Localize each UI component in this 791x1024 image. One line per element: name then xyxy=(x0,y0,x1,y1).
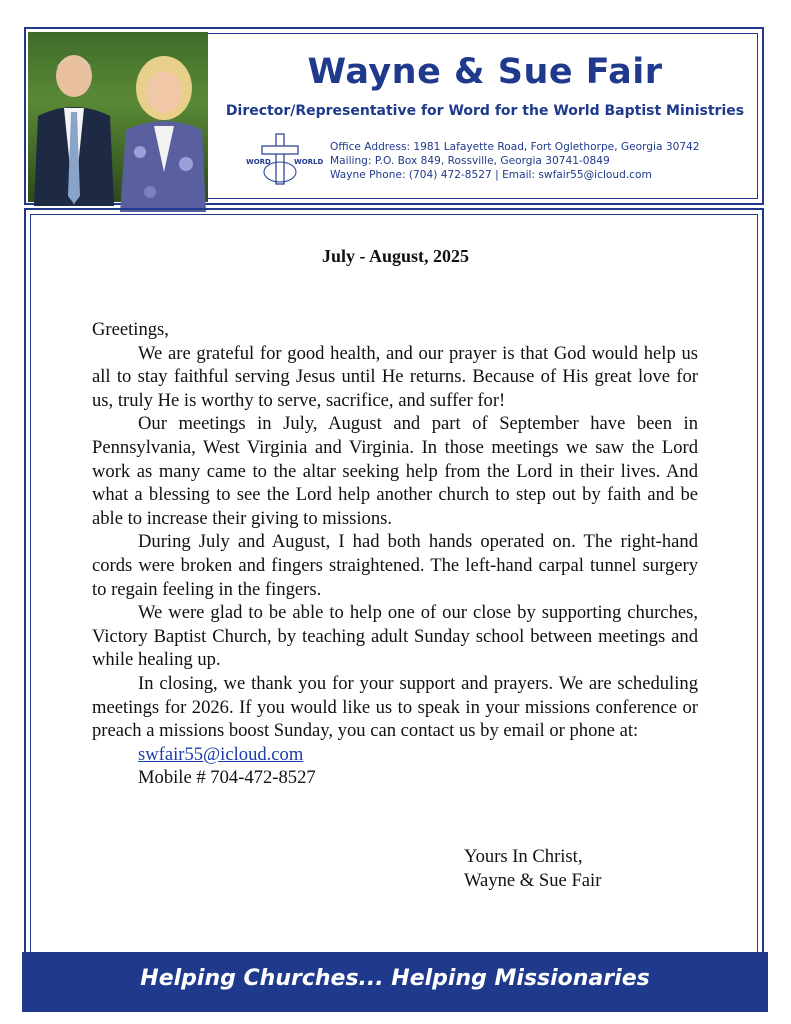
paragraph: During July and August, I had both hands operated on. The right-hand cords were broken and fingers straightened. The left-hand carpal tunnel surgery to regain feeling in the fingers. xyxy=(92,531,698,600)
mailing-address: Mailing: P.O. Box 849, Rossville, Georgia 30741-0849 xyxy=(330,155,610,167)
portrait-photo xyxy=(28,32,208,202)
paragraph: Our meetings in July, August and part of September have been in Pennsylvania, West Virginia and Virginia. In those meetings we saw the Lord work as many came to the altar seeking help from the Lord in their lives. And what a blessing to see the Lord help another church to step out by faith and be able to increase their giving to missions. xyxy=(92,413,698,529)
contact-block xyxy=(138,743,698,790)
footer-tagline: Helping Churches... Helping Missionaries xyxy=(140,966,650,991)
letter-date: July - August, 2025 xyxy=(321,246,470,266)
paragraph: In closing, we thank you for your support and prayers. We are scheduling meetings for 2026. If you would like us to speak in your missions conference or preach a missions boost Sunday, you can contact us by email or phone at: xyxy=(92,672,698,742)
svg-text:WORLD: WORLD xyxy=(294,158,324,166)
office-address: Office Address: 1981 Lafayette Road, Fort Oglethorpe, Georgia 30742 xyxy=(330,141,700,153)
man-figure xyxy=(34,46,114,206)
woman-figure xyxy=(120,52,206,212)
letterhead-title: Wayne & Sue Fair xyxy=(307,52,663,92)
mobile-number: Mobile # 704-472-8527 xyxy=(138,767,316,789)
greeting: Greetings, xyxy=(92,319,169,340)
signature: Wayne & Sue Fair xyxy=(464,870,602,891)
footer-banner xyxy=(22,952,768,1012)
contact-info xyxy=(330,140,760,182)
closing-phrase: Yours In Christ, xyxy=(464,846,583,867)
letter-body xyxy=(92,318,698,790)
phone-email: Wayne Phone: (704) 472-8527 | Email: swfair55@icloud.com xyxy=(330,169,652,181)
paragraph: We were glad to be able to help one of our close by supporting churches, Victory Baptist Church, by teaching adult Sunday school between meetings and while healing up. xyxy=(92,602,698,671)
cross-globe-icon xyxy=(244,132,324,188)
ministry-logo xyxy=(244,132,324,188)
paragraph: We are grateful for good health, and our prayer is that God would help us all to stay faithful serving Jesus until He returns. Because of His great love for us, truly He is worthy to serve, sacrifice, and suffer for! xyxy=(92,342,698,411)
email-link[interactable]: swfair55@icloud.com xyxy=(138,743,304,765)
closing-block xyxy=(464,845,601,893)
letterhead-subtitle: Director/Representative for Word for the World Baptist Ministries xyxy=(225,103,745,119)
svg-text:WORD: WORD xyxy=(246,158,271,166)
